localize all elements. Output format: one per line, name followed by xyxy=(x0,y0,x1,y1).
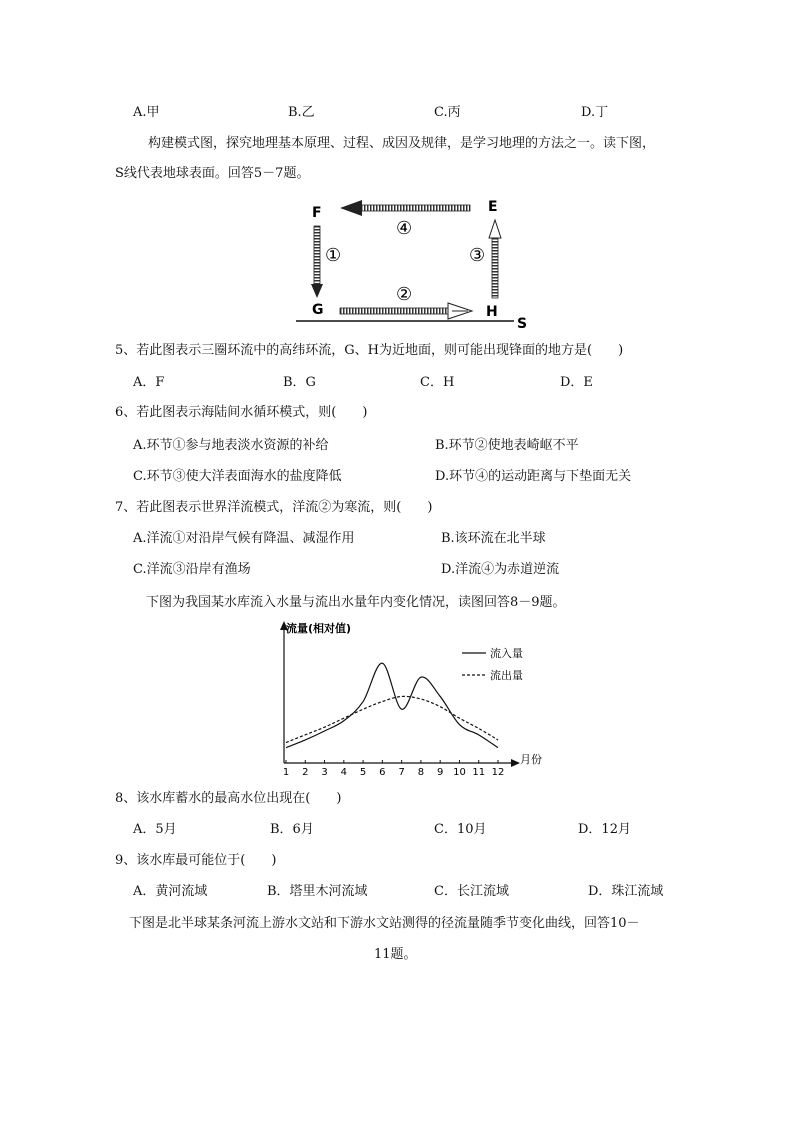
marker-4: ④ xyxy=(396,218,413,239)
label-e: E xyxy=(488,199,498,215)
x-axis-arrow xyxy=(511,759,520,767)
q6-option-b: B.环节②使地表崎岖不平 xyxy=(435,438,579,453)
label-f: F xyxy=(312,205,322,221)
q7-option-a: A.洋流①对沿岸气候有降温、减湿作用 xyxy=(133,531,355,546)
q9-option-a: A．黄河流域 xyxy=(133,884,208,899)
q4-option-d: D.丁 xyxy=(581,105,609,120)
q7-stem: 7、若此图表示世界洋流模式，洋流②为寒流，则( ) xyxy=(115,500,433,515)
marker-3: ③ xyxy=(469,245,486,266)
arrow-3 xyxy=(489,220,501,298)
q9-option-c: C．长江流域 xyxy=(434,884,509,899)
q9-stem: 9、该水库最可能位于( ) xyxy=(115,853,277,868)
inflow-line xyxy=(286,663,498,748)
q8-option-c: C．10月 xyxy=(434,822,487,837)
q9-option-d: D．珠江流域 xyxy=(588,884,664,899)
intro-paragraph-1-line-2: S线代表地球表面。回答5－7题。 xyxy=(115,166,310,181)
q4-option-a: A.甲 xyxy=(133,105,160,120)
circulation-model-diagram xyxy=(292,190,542,340)
q4-option-b: B.乙 xyxy=(288,105,315,120)
x-axis-label: 月份 xyxy=(520,753,542,766)
x-tick-label-3: 3 xyxy=(321,767,328,777)
arrow-1 xyxy=(311,226,323,298)
x-tick-label-10: 10 xyxy=(453,767,466,777)
q8-option-d: D．12月 xyxy=(578,822,631,837)
x-tick-label-9: 9 xyxy=(436,767,444,777)
intro-paragraph-3-line-1: 下图是北半球某条河流上游水文站和下游水文站测得的径流量随季节变化曲线，回答10－ xyxy=(129,916,640,931)
q6-option-d: D.环节④的运动距离与下垫面无关 xyxy=(435,469,632,484)
legend-outflow: 流出量 xyxy=(490,669,523,682)
x-tick-label-5: 5 xyxy=(359,767,367,777)
q6-stem: 6、若此图表示海陆间水循环模式，则( ) xyxy=(115,405,368,420)
q8-option-b: B．6月 xyxy=(270,822,314,837)
q5-option-c: C．H xyxy=(420,375,455,390)
q5-option-b: B．G xyxy=(283,375,316,390)
q6-option-c: C.环节③使大洋表面海水的盐度降低 xyxy=(133,469,342,484)
legend-inflow: 流入量 xyxy=(490,647,523,660)
x-tick-label-11: 11 xyxy=(472,767,486,777)
q8-option-a: A．5月 xyxy=(133,822,177,837)
q4-option-c: C.丙 xyxy=(434,105,461,120)
x-tick-label-8: 8 xyxy=(417,767,425,777)
q8-stem: 8、该水库蓄水的最高水位出现在( ) xyxy=(115,791,342,806)
label-g: G xyxy=(312,302,324,318)
q5-option-a: A．F xyxy=(133,375,165,390)
x-tick-label-1: 1 xyxy=(282,767,290,777)
y-axis-label: 流量(相对值) xyxy=(286,622,352,635)
q6-option-a: A.环节①参与地表淡水资源的补给 xyxy=(133,438,329,453)
q7-option-b: B.该环流在北半球 xyxy=(441,531,546,546)
intro-paragraph-3-line-2: 11题。 xyxy=(374,947,417,962)
x-tick-label-4: 4 xyxy=(340,767,348,777)
outflow-line xyxy=(286,696,498,742)
marker-2: ② xyxy=(396,284,413,305)
q9-option-b: B．塔里木河流域 xyxy=(267,884,368,899)
reservoir-flow-chart xyxy=(270,615,550,777)
arrow-4 xyxy=(340,200,470,216)
label-s: S xyxy=(517,316,528,332)
x-tick-label-7: 7 xyxy=(398,767,405,777)
x-tick-label-12: 12 xyxy=(491,767,505,777)
label-h: H xyxy=(486,304,498,320)
intro-paragraph-2: 下图为我国某水库流入水量与流出水量年内变化情况，读图回答8－9题。 xyxy=(146,595,566,610)
q5-stem: 5、若此图表示三圈环流中的高纬环流，G、H为近地面，则可能出现锋面的地方是( ) xyxy=(115,343,624,358)
marker-1: ① xyxy=(325,245,342,266)
x-tick-label-2: 2 xyxy=(302,767,309,777)
q7-option-c: C.洋流③沿岸有渔场 xyxy=(133,562,251,577)
intro-paragraph-1-line-1: 构建模式图，探究地理基本原理、过程、成因及规律，是学习地理的方法之一。读下图， xyxy=(148,136,656,151)
q5-option-d: D．E xyxy=(560,375,593,390)
x-tick-label-6: 6 xyxy=(379,767,386,777)
arrow-2 xyxy=(340,303,472,319)
q7-option-d: D.洋流④为赤道逆流 xyxy=(441,562,560,577)
